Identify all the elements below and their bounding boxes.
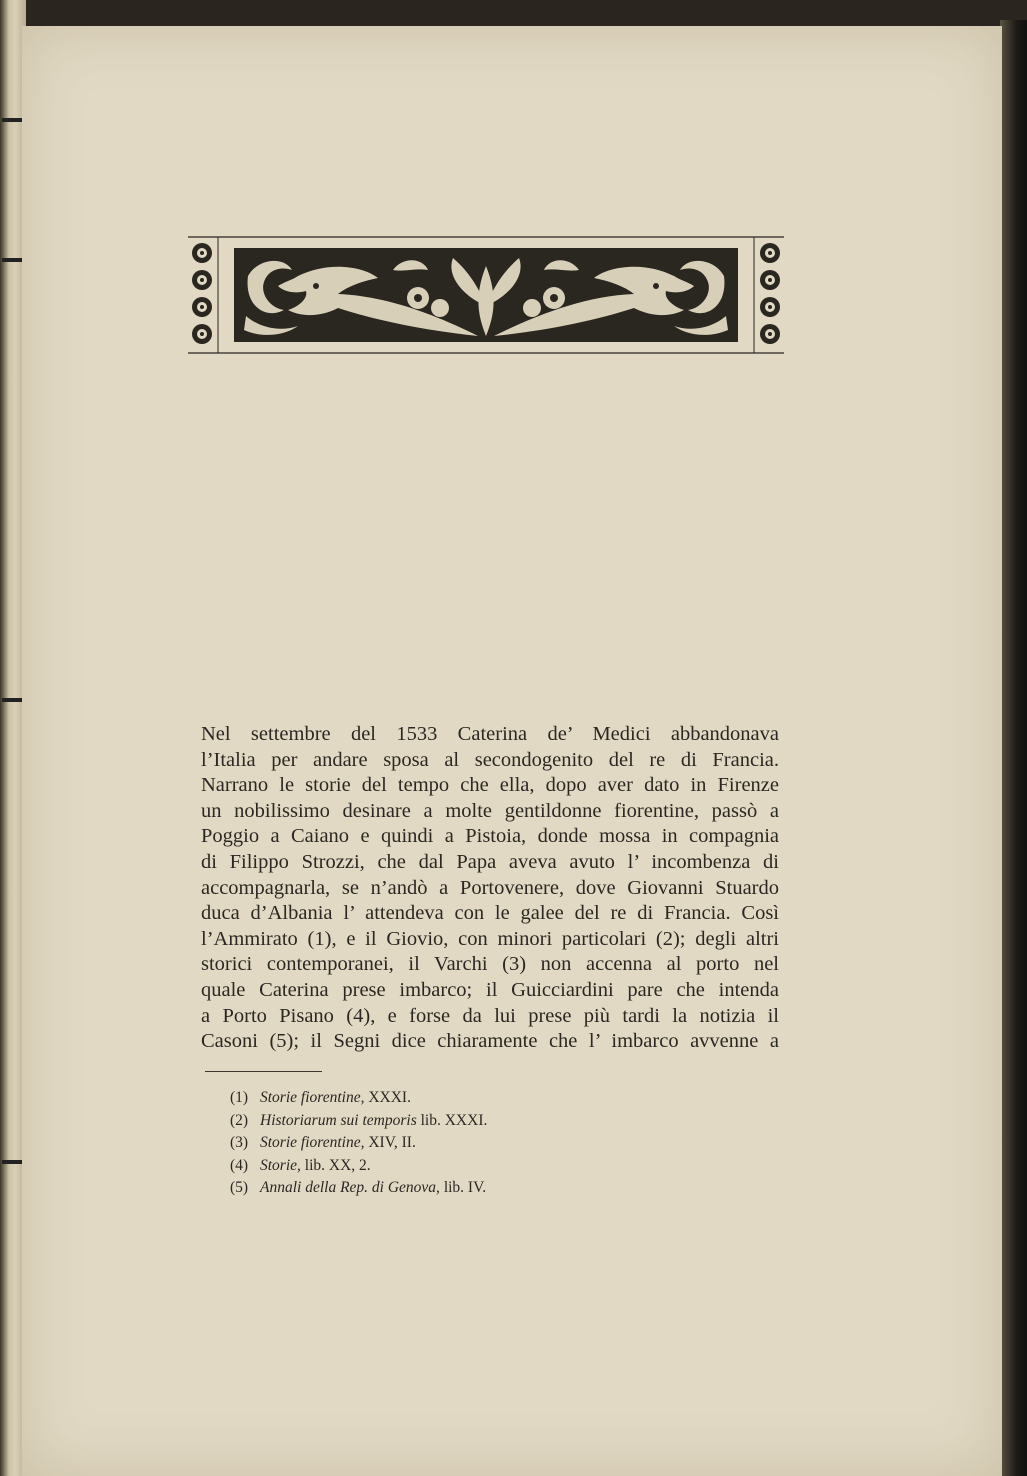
text-line: Nel settembre del 1533 Caterina de’ Medici abbandonava [201, 723, 779, 745]
text-line: Casoni (5); il Segni dice chiaramente che l’ imbarco avvenne a [201, 1030, 779, 1053]
footnote-ref: XIV, II. [364, 1134, 416, 1151]
footnote-title: Storie fiorentine, [260, 1089, 365, 1106]
footnote-ref: XXXI. [364, 1089, 411, 1106]
footnote-item [230, 1087, 487, 1110]
footnote-ref: lib. IV. [439, 1179, 487, 1196]
text-line: duca d’Albania l’ attendeva con le galee del re di Francia. Così [201, 902, 779, 925]
footnote-item [230, 1177, 487, 1200]
footnote-number: (2) [230, 1111, 249, 1129]
footnote-item [230, 1132, 487, 1155]
book-edge-right [1000, 20, 1027, 1476]
footnote-item [230, 1155, 487, 1178]
dolphin-ornament-headpiece-icon [188, 236, 784, 354]
footnote-title: Annali della Rep. di Genova, [260, 1179, 440, 1196]
text-line: di Filippo Strozzi, che dal Papa aveva avuto l’ incombenza di [201, 850, 779, 873]
text-line: un nobilissimo desinare a molte gentildonne fiorentine, passò a [201, 799, 779, 822]
body-paragraph [201, 722, 779, 1055]
footnote-number: (4) [230, 1156, 249, 1174]
footnote-title: Storie, [260, 1156, 301, 1174]
footnote-number: (3) [230, 1134, 249, 1151]
text-line: Narrano le storie del tempo che ella, dopo aver dato in Firenze [201, 774, 779, 797]
footnote-number: (1) [230, 1089, 249, 1106]
text-line: Poggio a Caiano e quindi a Pistoia, donde mossa in compagnia [201, 825, 779, 848]
footnote-title: Historiarum sui temporis [260, 1111, 417, 1129]
text-line: accompagnarla, se n’andò a Portovenere, dove Giovanni Stuardo [201, 876, 779, 899]
footnote-title: Storie fiorentine, [260, 1134, 365, 1151]
footnote-ref: lib. XX, 2. [300, 1156, 371, 1174]
text-line: l’Ammirato (1), e il Giovio, con minori particolari (2); degli altri [201, 927, 779, 950]
text-line: l’Italia per andare sposa al secondogenito del re di Francia. [201, 748, 779, 771]
footnotes-list [230, 1087, 487, 1200]
footnote-rule [205, 1071, 322, 1072]
footnote-item [230, 1110, 487, 1133]
text-line: storici contemporanei, il Varchi (3) non accenna al porto nel [201, 953, 779, 976]
footnote-ref: lib. XXXI. [416, 1111, 488, 1129]
footnote-number: (5) [230, 1179, 249, 1196]
text-line: a Porto Pisano (4), e forse da lui prese più tardi la notizia il [201, 1004, 779, 1027]
text-line: quale Caterina prese imbarco; il Guicciardini pare che intenda [201, 978, 779, 1001]
